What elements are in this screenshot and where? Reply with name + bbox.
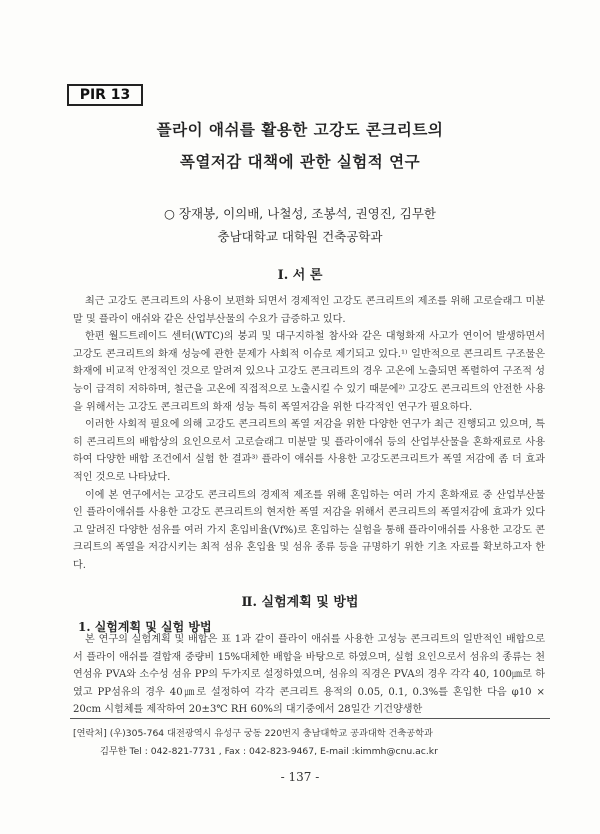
intro-paragraph: 최근 고강도 콘크리트의 사용이 보편화 되면서 경제적인 고강도 콘크리트의 제조를 위해 고로슬래그 미분말 및 플라이 애쉬와 같은 산업부산물의 수요가 급증하고 있다.	[73, 296, 545, 325]
contact-phone-email: 김무한 Tel : 042-821-7731 , Fax : 042-823-9467, E-mail :kimmh@cnu.ac.kr	[100, 746, 438, 757]
affiliation: 충남대학교 대학원 건축공학과	[217, 229, 383, 244]
section-heading-methods: Ⅱ. 실험계획 및 방법	[241, 595, 359, 610]
footnote-divider	[70, 718, 550, 719]
author-list: ○ 장재봉, 이의배, 나철성, 조봉석, 권영진, 김무한	[164, 206, 436, 221]
methods-body	[73, 631, 545, 719]
session-label: PIR 13	[67, 84, 143, 106]
title-line-1: 플라이 애쉬를 활용한 고강도 콘크리트의	[156, 120, 444, 139]
introduction-body	[73, 293, 545, 575]
intro-paragraph: 이에 본 연구에서는 고강도 콘크리트의 경제적 제조를 위해 혼입하는 여러 가지 혼화재료 중 산업부산물인 플라이애쉬를 사용한 고강도 콘크리트의 현저한 폭열 저감을 위해서 콘크리트의 폭열저감에 효과가 있다고 알려진 다양한 섬유를 여러 가지 혼입비율(Vf%)로 혼입하는 실험을 통해 플라이애쉬를 사용한 고강도 콘크리트의 폭열을 저감시키는 최적 섬유 혼입율 및 섬유 종류 등을 규명하기 위한 기초 자료를 확보하고자 한다.	[73, 489, 545, 571]
page-number: - 137 -	[280, 770, 320, 784]
intro-paragraph: 이러한 사회적 필요에 의해 고강도 콘크리트의 폭열 저감을 위한 다양한 연구가 최근 진행되고 있으며, 특히 콘크리트의 배합상의 요인으로서 고로슬래그 미분말 및 플라이애쉬 등의 산업부산물을 혼화재료로 사용하여 다양한 배합 조건에서 실험 한 결과³⁾ 플라이 애쉬를 사용한 고강도콘크리트가 폭열 저감에 좀 더 효과적인 것으로 나타났다.	[73, 419, 545, 483]
method-paragraph: 본 연구의 실험계획 및 배합은 표 1과 같이 플라이 애쉬를 사용한 고성능 콘크리트의 일반적인 배합으로서 플라이 애쉬를 결합재 중량비 15%대체한 배합을 바탕으로 하였으며, 실험 요인으로서 섬유의 종류는 천연섬유 PVA와 소수성 섬유 PP의 두가지로 설정하였으며, 섬유의 직경은 PVA의 경우 각각 40, 100㎛로 하였고 PP섬유의 경우 40㎛로 설정하여 각각 콘크리트 용적의 0.05, 0.1, 0.3%를 혼입한 다음 φ10 × 20cm 시험체를 제작하여 20±3℃ RH 60%의 대기중에서 28일간 기건양생한	[73, 634, 545, 716]
section-heading-introduction: Ⅰ. 서 론	[277, 268, 323, 283]
subsection-heading: 1. 실험계획 및 실험 방법	[78, 620, 212, 634]
title-line-2: 폭열저감 대책에 관한 실험적 연구	[179, 152, 421, 171]
contact-address: [연락처] (우)305-764 대전광역시 유성구 궁동 220번지 충남대학교 공과대학 건축공학과	[73, 728, 433, 739]
intro-paragraph: 한편 월드트레이드 센터(WTC)의 붕괴 및 대구지하철 참사와 같은 대형화재 사고가 연이어 발생하면서 고강도 콘크리트의 화재 성능에 관한 문제가 사회적 이슈로 제기되고 있다.¹⁾ 일반적으로 콘크리트 구조물은 화재에 비교적 안정적인 것으로 알려져 있으나 고강도 콘크리트의 경우 고온에 노출되면 폭렬하여 구조적 성능이 급격히 저하하며, 철근을 고온에 직접적으로 노출시킬 수 있기 때문에²⁾ 고강도 콘크리트의 안전한 사용을 위해서는 고강도 콘크리트의 화재 성능 특히 폭열저감을 위한 다각적인 연구가 필요하다.	[73, 331, 545, 413]
